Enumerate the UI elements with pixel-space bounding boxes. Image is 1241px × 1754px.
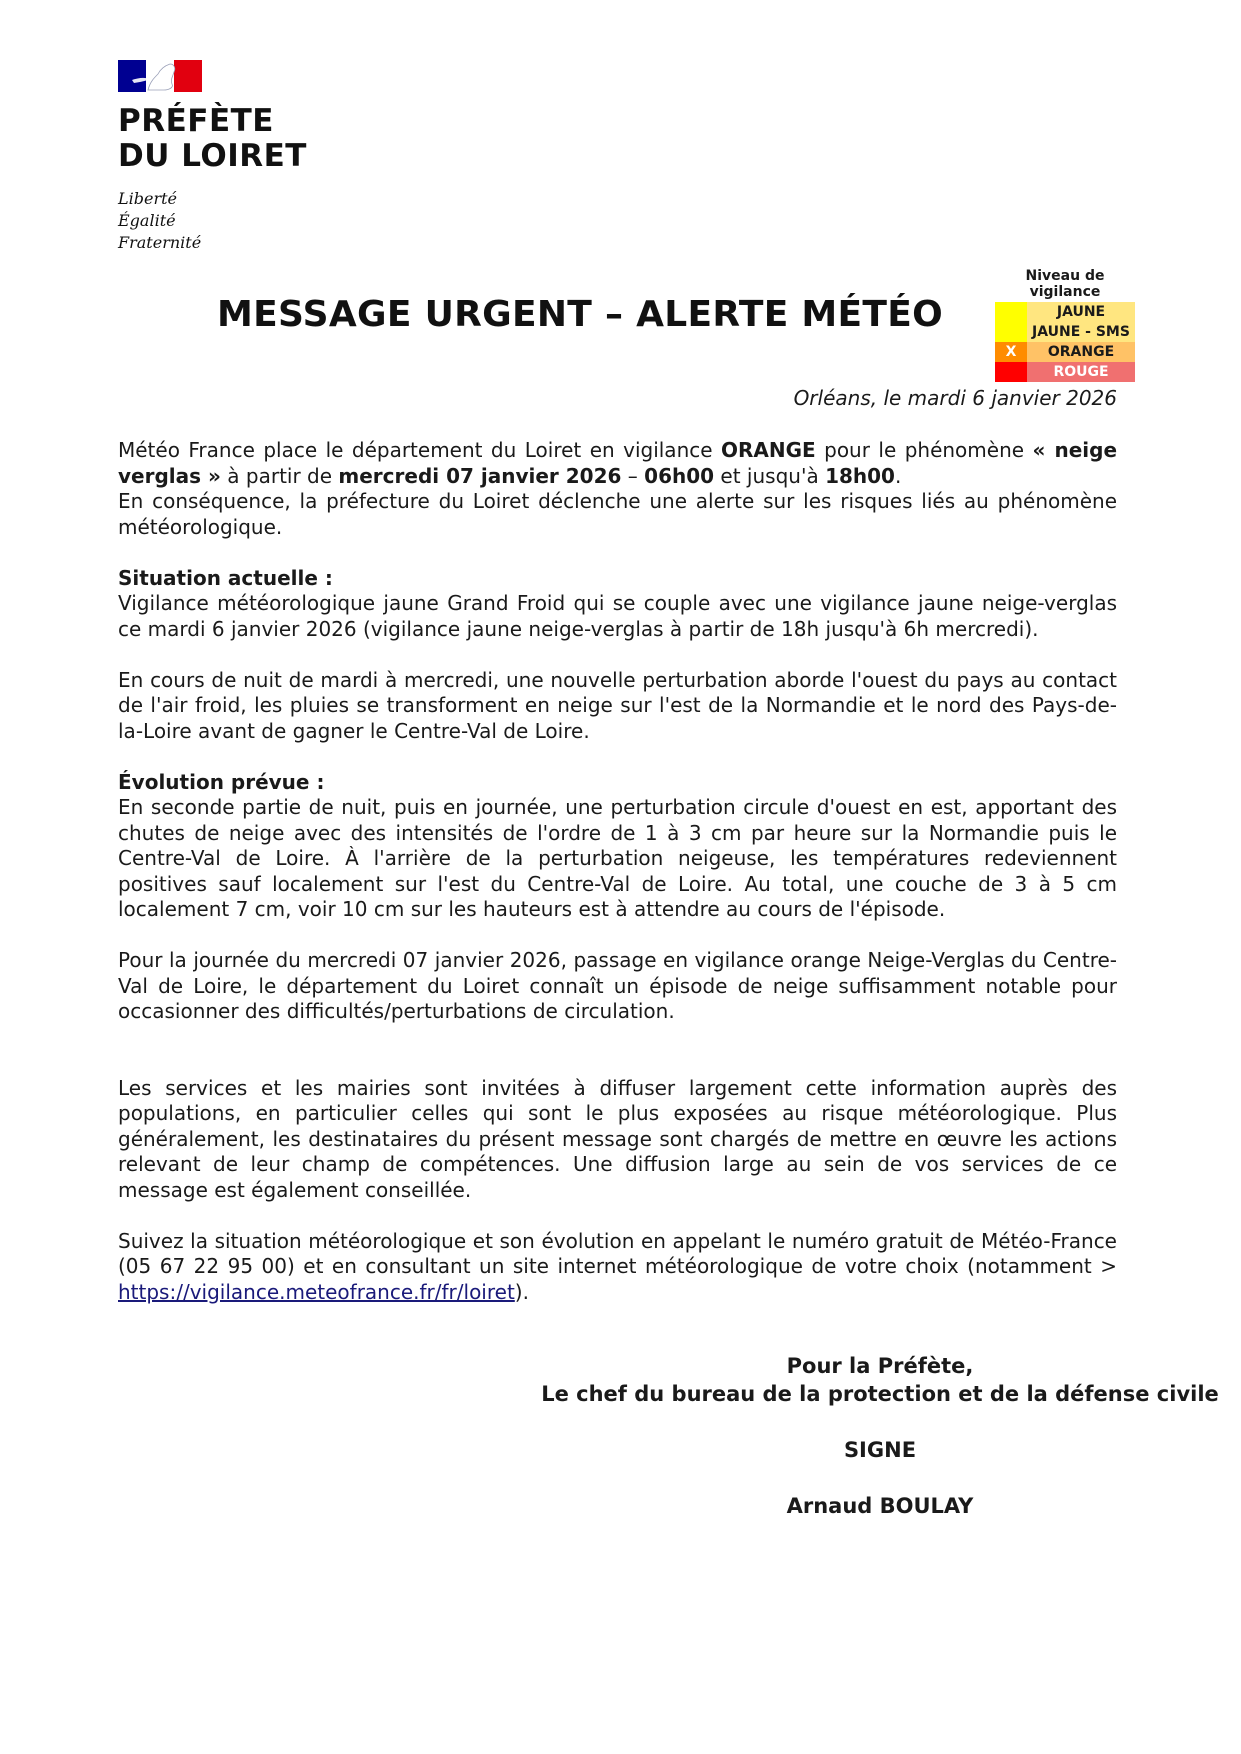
signatory-name: Arnaud BOULAY bbox=[786, 1494, 974, 1518]
vigilance-level-table bbox=[995, 268, 1135, 382]
end-time: 18h00 bbox=[825, 463, 895, 488]
intro-text: pour le phénomène bbox=[815, 438, 1033, 462]
intro-paragraph bbox=[118, 438, 1117, 489]
phenomenon: « neige verglas » bbox=[118, 438, 1118, 488]
situation-paragraph-2: En cours de nuit de mardi à mercredi, une nouvelle perturbation aborde l'ouest du pays au contact de l'air froid, les pluies se transforment en neige sur l'est de la Normandie et le nord des Pays-de-la-Loire avant de gagner le Centre-Val de Loire. bbox=[118, 667, 1117, 743]
signature-block bbox=[500, 1352, 1241, 1520]
document-title: MESSAGE URGENT – ALERTE MÉTÉO bbox=[217, 294, 944, 335]
situation-paragraph-1: Vigilance météorologique jaune Grand Froid qui se couple avec une vigilance jaune neige-verglas ce mardi 6 janvier 2026 (vigilance jaune neige-verglas à partir de 18h jusqu'à 6h mercredi). bbox=[118, 591, 1117, 641]
vigilance-row-jaune-sms bbox=[995, 322, 1135, 342]
intro-text: – bbox=[621, 463, 645, 488]
vigilance-mark: X bbox=[995, 342, 1027, 362]
evolution-paragraph-1: En seconde partie de nuit, puis en journée, une perturbation circule d'ouest en est, apportant des chutes de neige avec des intensités de l'ordre de 1 à 3 cm par heure sur la Normandie puis le Centre-Val de Loire. À l'arrière de la perturbation neigeuse, les températures redeviennent positives sauf localement sur l'est du Centre-Val de Loire. Au total, une couche de 3 à 5 cm localement 7 cm, voir 10 cm sur les hauteurs est à attendre au cours de l'épisode. bbox=[118, 795, 1117, 921]
prefecture-logo bbox=[118, 60, 307, 254]
intro-text: et jusqu'à bbox=[714, 463, 826, 488]
prefecture-name bbox=[118, 104, 307, 174]
signature-line-2: Le chef du bureau de la protection et de la défense civile bbox=[541, 1382, 1219, 1406]
intro-text: à partir de bbox=[220, 463, 339, 488]
vigilance-row-orange bbox=[995, 342, 1135, 362]
evolution-heading: Évolution prévue : bbox=[118, 769, 325, 794]
vigilance-mark bbox=[995, 322, 1027, 342]
vigilance-table-label: Niveau de vigilance bbox=[1025, 268, 1105, 300]
follow-text: ). bbox=[514, 1279, 529, 1304]
vigilance-mark bbox=[995, 362, 1027, 382]
marianne-logo-icon bbox=[118, 60, 202, 92]
situation-heading: Situation actuelle : bbox=[118, 565, 333, 590]
motto-egalite: Égalité bbox=[118, 211, 176, 230]
start-time: 06h00 bbox=[644, 463, 715, 488]
services-paragraph: Les services et les mairies sont invitées à diffuser largement cette information auprès des populations, en particulier celles qui sont le plus exposées au risque météorologique. Plus généralement, les destinataires du présent message sont chargés de mettre en œuvre les actions relevant de leur champ de compétences. Une diffusion large au sein de vos services de ce message est également conseillée. bbox=[118, 1075, 1117, 1202]
vigilance-row-rouge bbox=[995, 362, 1135, 382]
vigilance-level-name: JAUNE bbox=[1027, 302, 1135, 322]
signature-line-1: Pour la Préfète, bbox=[786, 1354, 974, 1378]
follow-paragraph bbox=[118, 1229, 1117, 1306]
prefecture-line-1: PRÉFÈTE bbox=[118, 103, 274, 139]
signature-signed: SIGNE bbox=[843, 1438, 917, 1462]
vigilance-row-jaune bbox=[995, 302, 1135, 322]
vigilance-link[interactable]: https://vigilance.meteofrance.fr/fr/loiret bbox=[118, 1279, 515, 1304]
document-date: Orléans, le mardi 6 janvier 2026 bbox=[793, 386, 1117, 410]
motto-fraternite: Fraternité bbox=[118, 233, 202, 252]
vigilance-level-name: JAUNE - SMS bbox=[1027, 322, 1135, 342]
message-body bbox=[118, 438, 1117, 1305]
start-date: mercredi 07 janvier 2026 bbox=[338, 463, 622, 488]
intro-text: . bbox=[894, 463, 902, 488]
vigilance-level-name: ROUGE bbox=[1027, 362, 1135, 382]
intro-text: Météo France place le département du Loiret en vigilance bbox=[118, 438, 721, 462]
follow-text: Suivez la situation météorologique et son évolution en appelant le numéro gratuit de Météo-France (05 67 22 95 00) et en consultant un site internet météorologique de votre choix (notamment > bbox=[118, 1228, 1117, 1278]
motto-liberte: Liberté bbox=[118, 189, 177, 208]
vigilance-level: ORANGE bbox=[720, 438, 816, 462]
vigilance-mark bbox=[995, 302, 1027, 322]
consequence-paragraph: En conséquence, la préfecture du Loiret déclenche une alerte sur les risques liés au phénomène météorologique. bbox=[118, 489, 1117, 539]
prefecture-line-2: DU LOIRET bbox=[118, 138, 307, 174]
republic-motto bbox=[118, 188, 307, 254]
evolution-paragraph-2: Pour la journée du mercredi 07 janvier 2026, passage en vigilance orange Neige-Verglas du Centre-Val de Loire, le département du Loiret connaît un épisode de neige suffisamment notable pour occasionner des difficultés/perturbations de circulation. bbox=[118, 948, 1117, 1023]
vigilance-level-name: ORANGE bbox=[1027, 342, 1135, 362]
